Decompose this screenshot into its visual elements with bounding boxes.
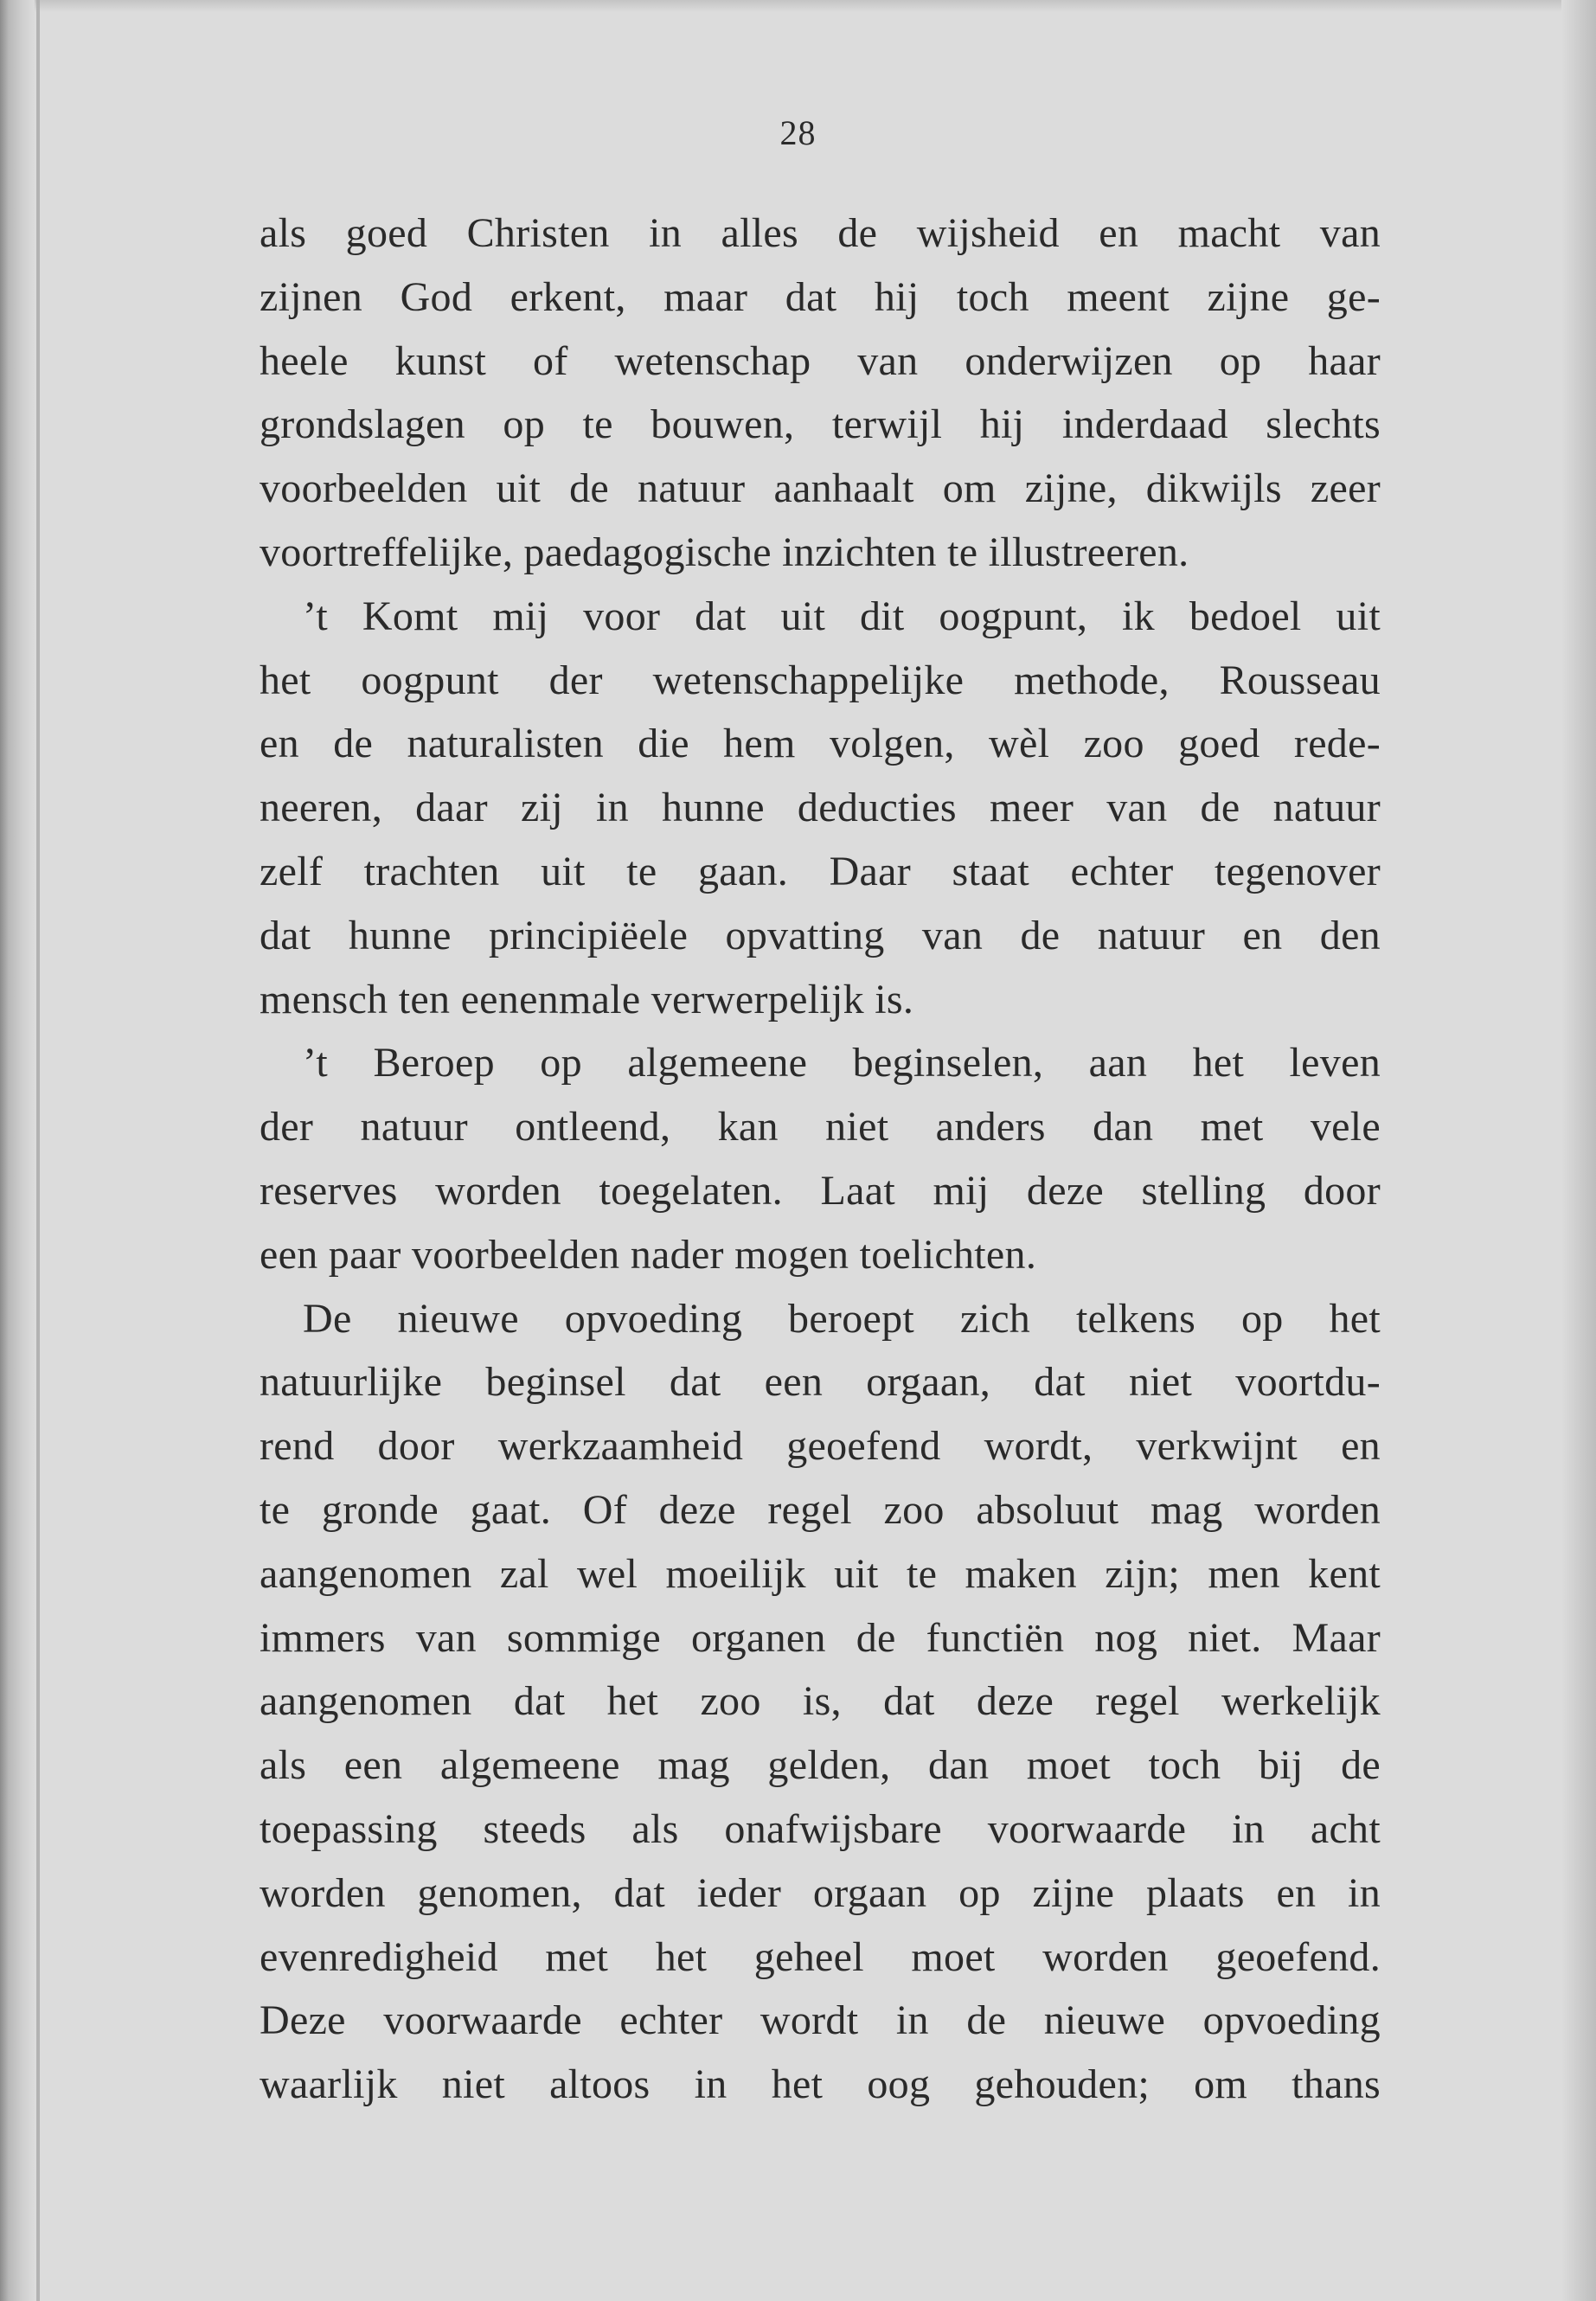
text-line: aangenomen dat het zoo is, dat deze regel werkelijk: [260, 1678, 1381, 1725]
text-line: natuurlijke beginsel dat een orgaan, dat niet voortdu-: [260, 1359, 1381, 1406]
text-line: Deze voorwaarde echter wordt in de nieuwe opvoeding: [260, 1997, 1381, 2044]
text-line: het oogpunt der wetenschappelijke methode, Rousseau: [260, 657, 1381, 703]
text-line: der natuur ontleend, kan niet anders dan met vele: [260, 1104, 1381, 1150]
text-line: ’t Beroep op algemeene beginselen, aan het leven: [303, 1040, 1381, 1086]
text-line: als een algemeene mag gelden, dan moet toch bij de: [260, 1742, 1381, 1789]
text-line: neeren, daar zij in hunne deducties meer van de natuur: [260, 785, 1381, 831]
text-line: toepassing steeds als onafwijsbare voorwaarde in acht: [260, 1805, 1381, 1852]
text-line: De nieuwe opvoeding beroept zich telkens op het: [303, 1295, 1381, 1342]
text-line: ’t Komt mij voor dat uit dit oogpunt, ik bedoel uit: [303, 593, 1381, 639]
text-line: mensch ten eenenmale verwerpelijk is.: [260, 976, 914, 1022]
text-line: waarlijk niet altoos in het oog gehouden; om thans: [260, 2061, 1381, 2108]
text-line: zelf trachten uit te gaan. Daar staat echter tegenover: [260, 848, 1381, 894]
text-line: heele kunst of wetenschap van onderwijzen op haar: [260, 337, 1381, 384]
binding-shadow-line: [36, 0, 40, 2301]
text-line: grondslagen op te bouwen, terwijl hij inderdaad slechts: [260, 401, 1381, 448]
text-line: worden genomen, dat ieder orgaan op zijne plaats en in: [260, 1869, 1381, 1916]
text-line: voortreffelijke, paedagogische inzichten te illustreeren.: [260, 529, 1189, 575]
text-line: evenredigheid met het geheel moet worden geoefend.: [260, 1933, 1381, 1980]
scan-edge-left: [0, 0, 35, 2301]
text-line: rend door werkzaamheid geoefend wordt, verkwijnt en: [260, 1423, 1381, 1470]
text-line: reserves worden toegelaten. Laat mij deze stelling door: [260, 1167, 1381, 1214]
text-line: als goed Christen in alles de wijsheid en macht van: [260, 210, 1381, 256]
text-line: dat hunne principiëele opvatting van de natuur en den: [260, 912, 1381, 958]
text-line: een paar voorbeelden nader mogen toelichten.: [260, 1231, 1037, 1278]
scan-edge-right: [1561, 0, 1596, 2301]
page-number: 28: [779, 113, 817, 152]
text-line: voorbeelden uit de natuur aanhaalt om zijne, dikwijls zeer: [260, 465, 1381, 512]
text-line: aangenomen zal wel moeilijk uit te maken zijn; men kent: [260, 1550, 1381, 1597]
text-line: immers van sommige organen de functiën nog niet. Maar: [260, 1614, 1381, 1661]
body-text: [260, 202, 1381, 2117]
text-line: en de naturalisten die hem volgen, wèl zoo goed rede-: [260, 721, 1381, 767]
text-line: te gronde gaat. Of deze regel zoo absoluut mag worden: [260, 1486, 1381, 1533]
scan-edge-top: [0, 0, 1596, 12]
text-line: zijnen God erkent, maar dat hij toch meent zijne ge-: [260, 273, 1381, 320]
